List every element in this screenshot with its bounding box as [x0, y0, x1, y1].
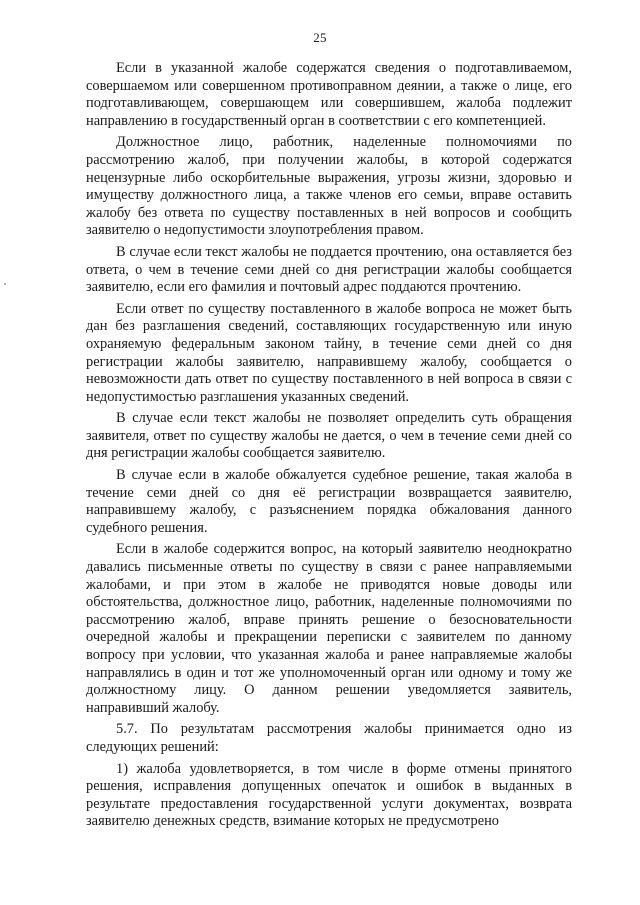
- paragraph-court-decision: В случае если в жалобе обжалуется судебное решение, такая жалоба в течение семи дней со дня её регистрации возвращается заявителю, направившему жалобу, с разъяснением порядка обжалования данного судебного решения.: [86, 467, 572, 536]
- paragraph-offensive-language: Должностное лицо, работник, наделенные полномочиями по рассмотрению жалоб, при получении жалобы, в которой содержатся нецензурные либо оскорбительные выражения, угрозы жизни, здоровью и имуществу должностного лица, а также членов его семьи, вправе оставить жалобу без ответа по существу поставленных в ней вопросов и сообщить заявителю о недопустимости злоупотребления правом.: [86, 134, 572, 239]
- paragraph-decision-1: 1) жалоба удовлетворяется, в том числе в форме отмены принятого решения, исправления допущенных опечаток и ошибок в выданных в результате предоставления государственной услуги документах, возврата заявителю денежных средств, взимание которых не предусмотрено: [86, 760, 572, 830]
- page-number: 25: [313, 30, 327, 45]
- document-body: [86, 60, 572, 835]
- paragraph-repeated-complaint: Если в жалобе содержится вопрос, на который заявителю неоднократно давались письменные ответы по существу в связи с ранее направляемыми жалобами, и при этом в жалобе не приводятся новые доводы или обстоятельства, должностное лицо, работник, наделенные полномочиями по рассмотрению жалоб, вправе принять решение о безосновательности очередной жалобы и прекращении переписки с заявителем по данному вопросу при условии, что указанная жалоба и ранее направляемые жалобы направлялись в один и тот же уполномоченный орган или одному и тому же должностному лицу. О данном решении уведомляется заявитель, направивший жалобу.: [86, 541, 572, 716]
- paragraph-section-5-7: 5.7. По результатам рассмотрения жалобы принимается одно из следующих решений:: [86, 721, 572, 755]
- paragraph-criminal-info: Если в указанной жалобе содержатся сведения о подготавливаемом, совершаемом или совершенном противоправном деянии, а также о лице, его подготавливающем, совершающем или совершившем, жалоба подлежит направлению в государственный орган в соответствии с его компетенцией.: [86, 60, 572, 129]
- paragraph-secret-information: Если ответ по существу поставленного в жалобе вопроса не может быть дан без разглашения сведений, составляющих государственную или иную охраняемую федеральным законом тайну, в течение семи дней со дня регистрации жалобы заявителю, направившему жалобу, сообщается о невозможности дать ответ по существу поставленного в ней вопроса в связи с недопустимостью разглашения указанных сведений.: [86, 300, 572, 405]
- paragraph-undefined-essence: В случае если текст жалобы не позволяет определить суть обращения заявителя, ответ по существу жалобы не дается, о чем в течение семи дней со дня регистрации жалобы сообщается заявителю.: [86, 410, 572, 462]
- paragraph-unreadable-text: В случае если текст жалобы не поддается прочтению, она оставляется без ответа, о чем в течение семи дней со дня регистрации жалобы сообщается заявителю, если его фамилия и почтовый адрес поддаются прочтению.: [86, 243, 572, 296]
- margin-mark: [4, 283, 6, 285]
